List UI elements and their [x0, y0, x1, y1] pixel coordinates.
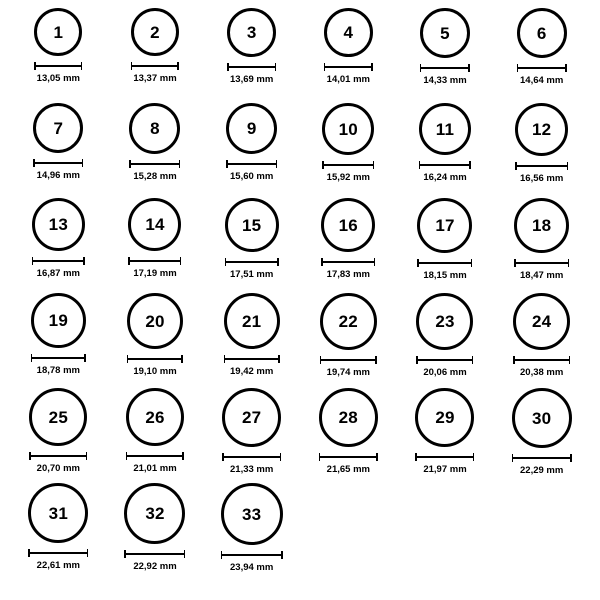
measure-bar — [124, 553, 185, 555]
ring-circle — [320, 293, 377, 350]
diameter-measure-line — [128, 257, 181, 265]
ring-size-cell[interactable] — [107, 483, 204, 578]
measure-bar — [319, 456, 378, 458]
ring-circle — [29, 388, 87, 446]
measure-bar — [31, 357, 86, 359]
diameter-label: 14,01 mm — [326, 74, 370, 85]
ring-size-cell[interactable] — [107, 8, 204, 103]
ring-size-cell[interactable] — [397, 388, 494, 483]
diameter-label: 20,38 mm — [520, 367, 564, 378]
diameter-measure-line — [513, 356, 570, 364]
measure-bar — [420, 67, 470, 69]
ring-circle — [33, 103, 83, 153]
ring-size-number: 4 — [343, 23, 354, 42]
measure-bar — [221, 554, 283, 556]
measure-bar — [419, 164, 471, 166]
ring-size-number: 32 — [145, 504, 165, 523]
diameter-label: 21,65 mm — [326, 464, 370, 475]
ring-size-cell[interactable] — [493, 388, 590, 483]
measure-bar — [227, 66, 276, 68]
ring-size-number: 23 — [435, 312, 455, 331]
measure-bar — [321, 261, 375, 263]
ring-size-cell[interactable] — [203, 388, 300, 483]
ring-circle — [34, 8, 82, 56]
ring-circle — [513, 293, 570, 350]
diameter-measure-line — [124, 550, 185, 558]
diameter-label: 22,92 mm — [133, 561, 177, 572]
diameter-label: 21,33 mm — [230, 464, 274, 475]
diameter-measure-line — [222, 453, 281, 461]
ring-circle — [324, 8, 373, 57]
measure-bar — [129, 163, 180, 165]
ring-size-number: 14 — [145, 215, 165, 234]
ring-size-number: 15 — [242, 215, 262, 235]
measure-bar — [416, 359, 473, 361]
ring-size-number: 29 — [435, 408, 455, 427]
ring-size-cell[interactable] — [203, 8, 300, 103]
diameter-measure-line — [221, 551, 283, 559]
measure-bar — [512, 457, 572, 459]
diameter-label: 19,42 mm — [230, 366, 274, 377]
ring-circle — [415, 388, 474, 447]
ring-size-number: 10 — [338, 119, 358, 139]
measure-bar — [517, 67, 567, 69]
diameter-label: 20,70 mm — [36, 463, 80, 474]
diameter-label: 17,51 mm — [230, 269, 274, 280]
diameter-measure-line — [28, 549, 88, 557]
diameter-measure-line — [416, 356, 473, 364]
ring-size-cell[interactable] — [300, 8, 397, 103]
ring-size-number: 20 — [145, 311, 165, 331]
ring-size-number: 28 — [338, 408, 358, 427]
diameter-label: 16,56 mm — [520, 173, 564, 184]
diameter-label: 17,83 mm — [326, 269, 370, 280]
ring-size-cell[interactable] — [203, 483, 300, 578]
diameter-label: 16,87 mm — [36, 268, 80, 279]
ring-size-number: 3 — [246, 23, 257, 42]
measure-bar — [513, 359, 570, 361]
ring-size-number: 26 — [145, 407, 165, 427]
ring-circle — [32, 198, 85, 251]
ring-size-cell[interactable] — [107, 198, 204, 293]
diameter-measure-line — [322, 161, 374, 169]
ring-size-number: 22 — [338, 312, 358, 331]
diameter-label: 14,64 mm — [520, 75, 564, 86]
ring-size-cell[interactable] — [300, 198, 397, 293]
diameter-label: 14,33 mm — [423, 75, 467, 86]
ring-size-cell[interactable] — [203, 293, 300, 388]
measure-bar — [33, 162, 83, 164]
diameter-measure-line — [227, 63, 276, 71]
diameter-label: 19,74 mm — [326, 367, 370, 378]
diameter-label: 18,78 mm — [36, 365, 80, 376]
measure-bar — [225, 261, 279, 263]
ring-size-number: 9 — [246, 119, 257, 138]
ring-size-cell[interactable] — [300, 103, 397, 198]
diameter-label: 16,24 mm — [423, 172, 467, 183]
diameter-label: 21,97 mm — [423, 464, 467, 475]
ring-circle — [419, 103, 471, 155]
measure-bar — [224, 358, 280, 360]
ring-size-cell[interactable] — [10, 483, 107, 578]
ring-circle — [224, 293, 280, 349]
ring-circle — [226, 103, 277, 154]
ring-size-cell[interactable] — [493, 8, 590, 103]
diameter-measure-line — [131, 62, 179, 70]
ring-size-number: 2 — [150, 22, 160, 42]
ring-size-cell[interactable] — [107, 293, 204, 388]
measure-bar — [417, 262, 472, 264]
measure-bar — [34, 65, 82, 67]
diameter-label: 21,01 mm — [133, 463, 177, 474]
ring-size-cell[interactable] — [397, 198, 494, 293]
ring-circle — [512, 388, 572, 448]
measure-bar — [131, 65, 179, 67]
ring-size-cell[interactable] — [10, 293, 107, 388]
diameter-label: 19,10 mm — [133, 366, 177, 377]
ring-circle — [128, 198, 181, 251]
diameter-measure-line — [324, 63, 373, 71]
measure-bar — [32, 260, 85, 262]
diameter-measure-line — [226, 160, 277, 168]
ring-circle — [31, 293, 86, 348]
measure-bar — [320, 359, 377, 361]
diameter-measure-line — [129, 160, 180, 168]
measure-bar — [126, 455, 184, 457]
ring-size-number: 5 — [440, 23, 450, 43]
ring-size-cell[interactable] — [300, 388, 397, 483]
ring-size-number: 6 — [536, 23, 547, 43]
diameter-label: 18,15 mm — [423, 270, 467, 281]
ring-circle — [221, 483, 283, 545]
ring-size-cell[interactable] — [10, 8, 107, 103]
measure-bar — [515, 165, 568, 167]
ring-size-number: 31 — [48, 503, 68, 523]
measure-bar — [222, 456, 281, 458]
diameter-label: 23,94 mm — [230, 562, 274, 573]
ring-size-number: 11 — [435, 119, 455, 139]
diameter-label: 15,28 mm — [133, 171, 177, 182]
ring-circle — [222, 388, 281, 447]
ring-size-number: 30 — [532, 408, 552, 428]
ring-size-number: 27 — [242, 408, 262, 427]
diameter-label: 20,06 mm — [423, 367, 467, 378]
diameter-measure-line — [514, 259, 569, 267]
ring-size-number: 21 — [242, 311, 262, 331]
diameter-measure-line — [321, 258, 375, 266]
ring-size-cell[interactable] — [10, 198, 107, 293]
diameter-label: 13,05 mm — [36, 73, 80, 84]
measure-bar — [128, 260, 181, 262]
ring-size-cell[interactable] — [493, 103, 590, 198]
ring-circle — [131, 8, 179, 56]
diameter-measure-line — [420, 64, 470, 72]
ring-size-number: 33 — [242, 504, 262, 524]
ring-size-cell[interactable] — [10, 103, 107, 198]
ring-circle — [126, 388, 184, 446]
ring-size-number: 13 — [48, 215, 68, 234]
measure-bar — [322, 164, 374, 166]
diameter-measure-line — [29, 452, 87, 460]
ring-circle — [517, 8, 567, 58]
diameter-label: 13,69 mm — [230, 74, 274, 85]
diameter-measure-line — [417, 259, 472, 267]
diameter-measure-line — [512, 454, 572, 462]
ring-circle — [225, 198, 279, 252]
ring-circle — [514, 198, 569, 253]
ring-circle — [322, 103, 374, 155]
diameter-measure-line — [127, 355, 183, 363]
ring-size-number: 12 — [532, 120, 552, 139]
ring-circle — [420, 8, 470, 58]
measure-bar — [127, 358, 183, 360]
ring-size-cell[interactable] — [203, 103, 300, 198]
diameter-measure-line — [225, 258, 279, 266]
ring-size-cell[interactable] — [107, 388, 204, 483]
diameter-label: 14,96 mm — [36, 170, 80, 181]
ring-size-cell[interactable] — [107, 103, 204, 198]
diameter-label: 22,29 mm — [520, 465, 564, 476]
ring-size-number: 19 — [48, 311, 68, 330]
ring-circle — [124, 483, 185, 544]
diameter-measure-line — [419, 161, 471, 169]
diameter-measure-line — [320, 356, 377, 364]
ring-circle — [416, 293, 473, 350]
ring-circle — [319, 388, 378, 447]
diameter-measure-line — [33, 159, 83, 167]
ring-size-cell[interactable] — [397, 103, 494, 198]
diameter-label: 15,60 mm — [230, 171, 274, 182]
measure-bar — [29, 455, 87, 457]
ring-size-number: 25 — [48, 407, 68, 427]
diameter-measure-line — [32, 257, 85, 265]
diameter-measure-line — [515, 162, 568, 170]
diameter-measure-line — [224, 355, 280, 363]
diameter-measure-line — [415, 453, 474, 461]
diameter-label: 13,37 mm — [133, 73, 177, 84]
diameter-measure-line — [34, 62, 82, 70]
diameter-measure-line — [319, 453, 378, 461]
ring-circle — [28, 483, 88, 543]
measure-bar — [28, 552, 88, 554]
ring-size-cell[interactable] — [10, 388, 107, 483]
ring-circle — [127, 293, 183, 349]
diameter-measure-line — [517, 64, 567, 72]
ring-size-cell[interactable] — [203, 198, 300, 293]
ring-size-cell[interactable] — [397, 8, 494, 103]
measure-bar — [415, 456, 474, 458]
ring-circle — [417, 198, 472, 253]
diameter-measure-line — [126, 452, 184, 460]
measure-bar — [324, 66, 373, 68]
ring-size-cell[interactable] — [397, 293, 494, 388]
ring-size-number: 18 — [532, 216, 552, 235]
ring-size-number: 24 — [532, 312, 552, 331]
diameter-measure-line — [31, 354, 86, 362]
diameter-label: 17,19 mm — [133, 268, 177, 279]
ring-size-number: 16 — [338, 215, 358, 235]
ring-circle — [515, 103, 568, 156]
measure-bar — [514, 262, 569, 264]
ring-circle — [321, 198, 375, 252]
ring-size-number: 8 — [150, 119, 160, 138]
measure-bar — [226, 163, 277, 165]
ring-circle — [227, 8, 276, 57]
ring-size-number: 1 — [53, 22, 64, 42]
ring-size-number: 17 — [435, 216, 455, 235]
ring-circle — [129, 103, 180, 154]
ring-size-number: 7 — [53, 118, 64, 138]
ring-size-cell[interactable] — [493, 198, 590, 293]
diameter-label: 22,61 mm — [36, 560, 80, 571]
ring-size-cell[interactable] — [300, 293, 397, 388]
diameter-label: 15,92 mm — [326, 172, 370, 183]
diameter-label: 18,47 mm — [520, 270, 564, 281]
ring-size-cell[interactable] — [493, 293, 590, 388]
